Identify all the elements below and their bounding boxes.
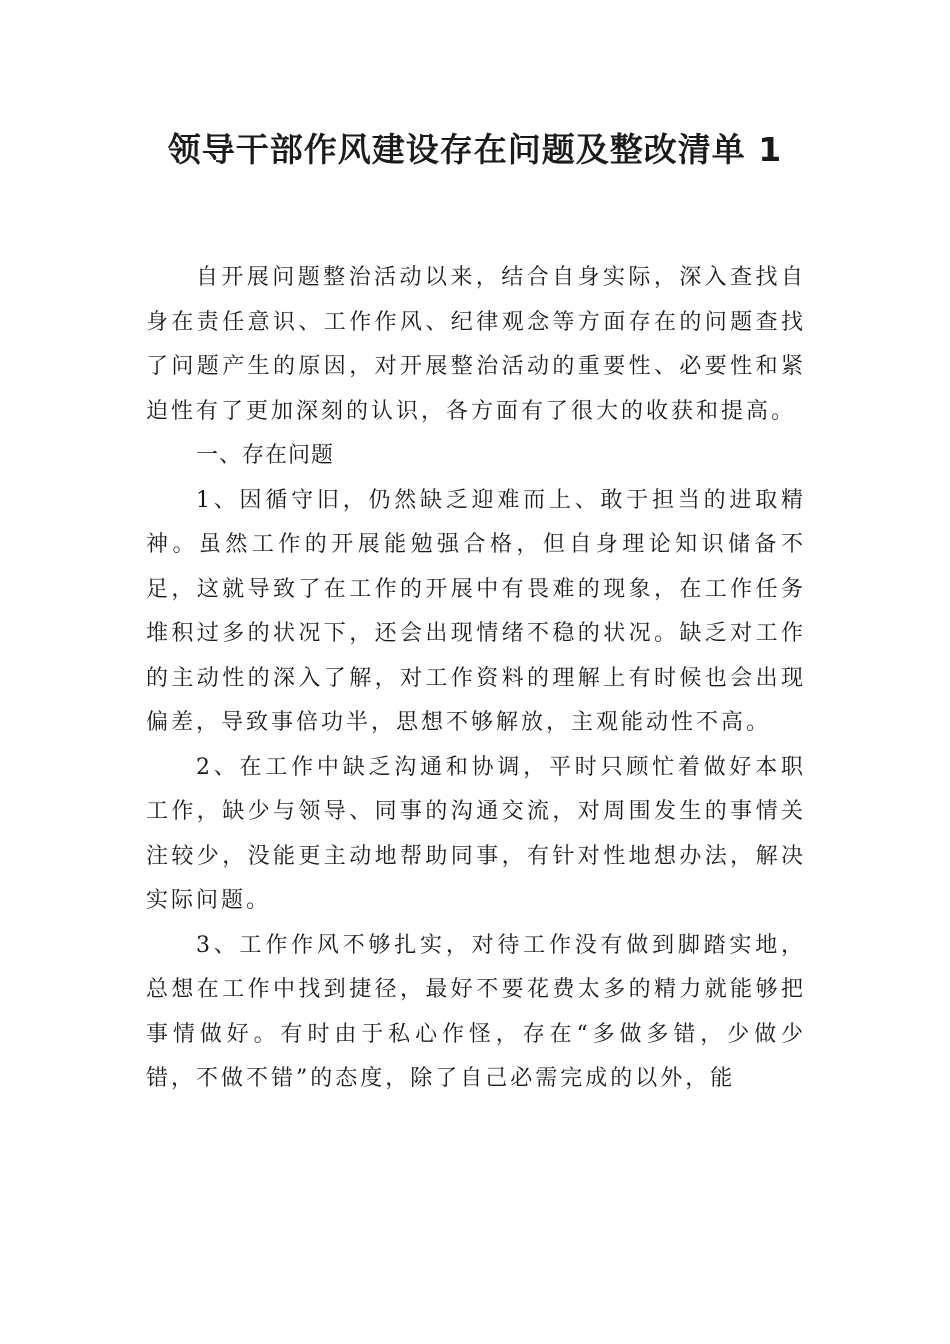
problem-item-3: 3、工作作风不够扎实，对待工作没有做到脚踏实地，总想在工作中找到捷径，最好不要花费太多的精力就能够把事情做好。有时由于私心作怪，存在“多做多错，少做少错，不做不错”的态度，除了自己必需完成的以外，能 (146, 932, 806, 1091)
document-body (146, 256, 806, 1102)
intro-paragraph: 自开展问题整治活动以来，结合自身实际，深入查找自身在责任意识、工作作风、纪律观念等方面存在的问题查找了问题产生的原因，对开展整治活动的重要性、必要性和紧迫性有了更加深刻的认识，各方面有了很大的收获和提高。 (146, 265, 806, 424)
document-title: 领导干部作风建设存在问题及整改清单 1 (167, 130, 783, 169)
problem-item-1: 1、因循守旧，仍然缺乏迎难而上、敢于担当的进取精神。虽然工作的开展能勉强合格，但自身理论知识储备不足，这就导致了在工作的开展中有畏难的现象，在工作任务堆积过多的状况下，还会出现情绪不稳的状况。缺乏对工作的主动性的深入了解，对工作资料的理解上有时候也会出现偏差，导致事倍功半，思想不够解放，主观能动性不高。 (146, 487, 806, 735)
problem-item-2: 2、在工作中缺乏沟通和协调，平时只顾忙着做好本职工作，缺少与领导、同事的沟通交流，对周围发生的事情关注较少，没能更主动地帮助同事，有针对性地想办法，解决实际问题。 (146, 754, 806, 913)
section-heading: 一、存在问题 (196, 443, 335, 468)
